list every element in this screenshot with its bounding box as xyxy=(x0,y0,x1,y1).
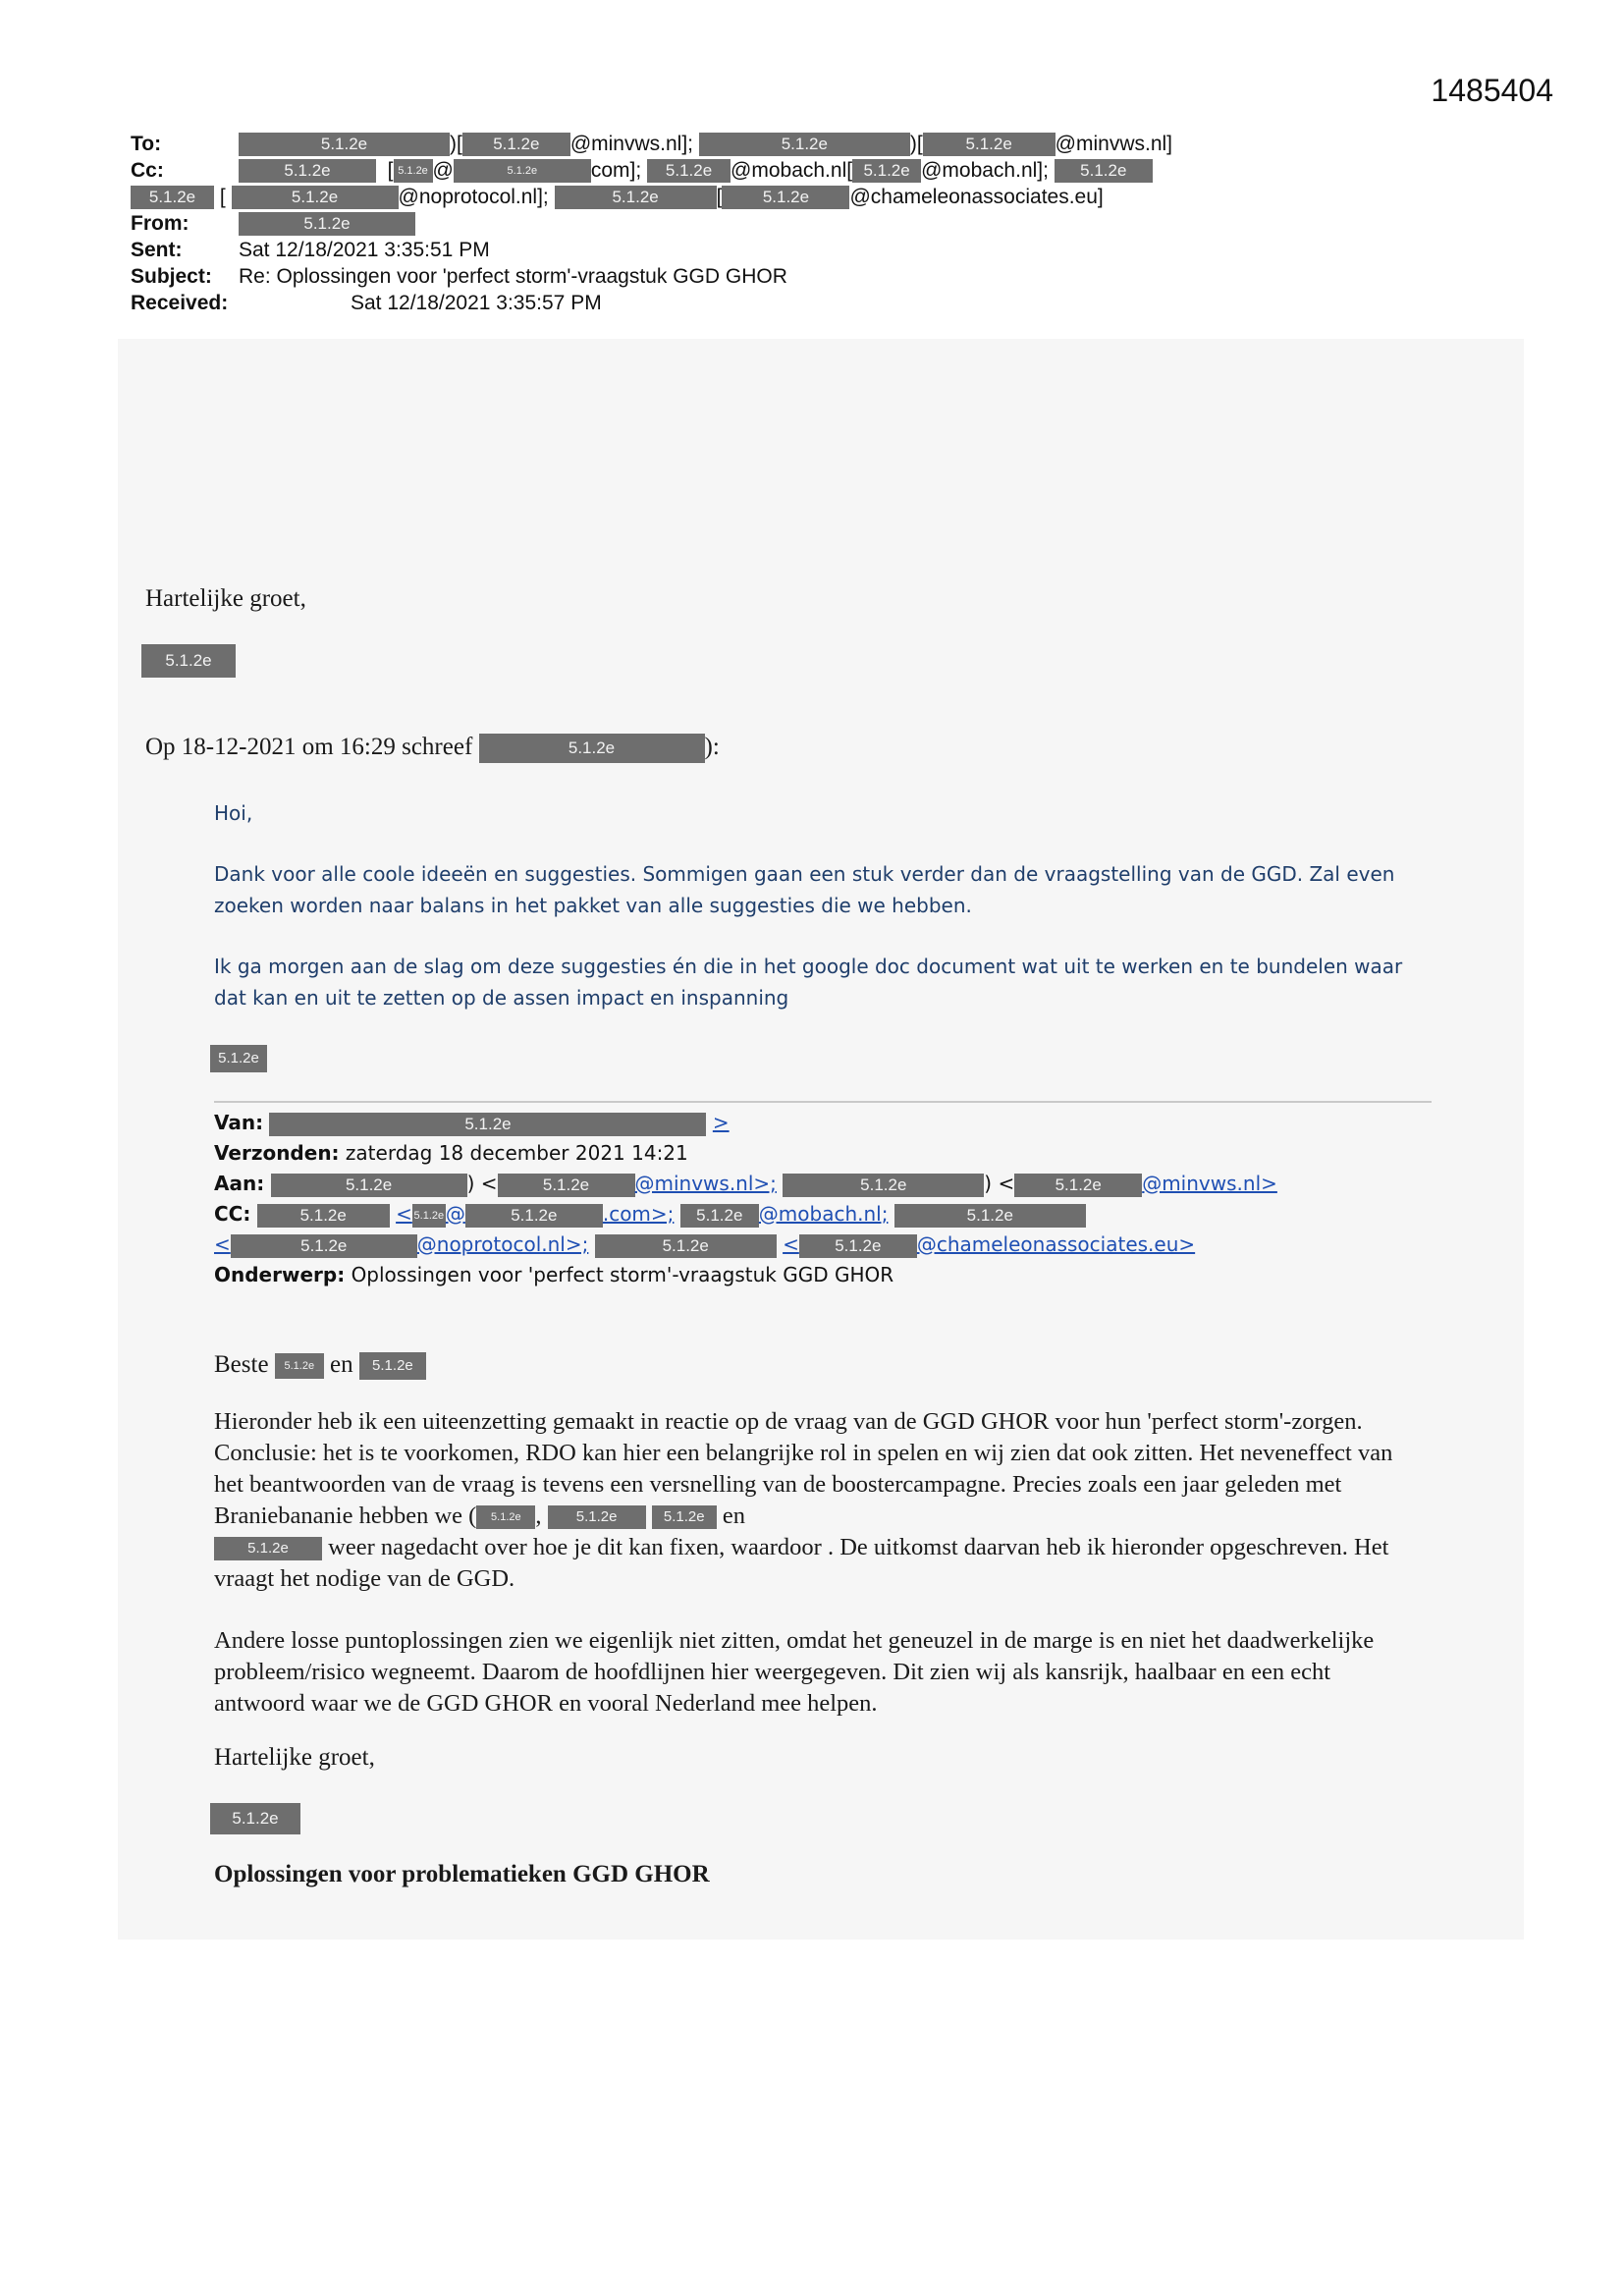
redaction-box: 5.1.2e xyxy=(479,734,705,763)
divider xyxy=(214,1101,1432,1103)
cc-text: @mobach.nl]; xyxy=(921,159,1049,182)
fwd-aan-link[interactable]: @minvws.nl>; xyxy=(634,1172,777,1195)
redaction-box: 5.1.2e xyxy=(141,644,236,678)
fwd-cc-row-2 xyxy=(214,1230,1195,1260)
redaction-box: 5.1.2e xyxy=(476,1505,535,1529)
redaction-box: 5.1.2e xyxy=(799,1234,917,1258)
redaction-box: 5.1.2e xyxy=(271,1174,467,1197)
fwd-aan-link[interactable]: @minvws.nl> xyxy=(1142,1172,1277,1195)
subject-value: Re: Oplossingen voor 'perfect storm'-vraagstuk GGD GHOR xyxy=(239,265,787,288)
quoted2-para1: Hieronder heb ik een uiteenzetting gemaakt in reactie op de vraag van de GGD GHOR voor hun 'perfect storm'-zorgen. Conclusie: het is te voorkomen, RDO kan hier een belangrijke rol in spelen en wij zien dat ook zitten. Het neveneffect van het beantwoorden van de vraag is tevens een versnelling van de boostercampagne. Precies zoals een jaar geleden met Braniebananie hebben we ( 5.1.2e , 5.1.2e 5.1.2e en 5.1.2e weer nagedacht over hoe je dit kan fixen, waardoor . De uitkomst daarvan heb ik hieronder opgeschreven. Het vraagt het nodige van de GGD. xyxy=(214,1408,1393,1592)
redaction-box: 5.1.2e xyxy=(595,1234,777,1258)
quoted2-greeting-text: en xyxy=(330,1351,353,1378)
redaction-box: 5.1.2e xyxy=(555,186,717,209)
fwd-aan-label: Aan: xyxy=(214,1172,265,1195)
fwd-van-label: Van: xyxy=(214,1111,264,1134)
fwd-onderwerp-value: Oplossingen voor 'perfect storm'-vraagstuk GGD GHOR xyxy=(351,1263,894,1286)
cc-text: @ xyxy=(432,159,454,182)
cc-value xyxy=(239,157,1153,184)
fwd-van-row xyxy=(214,1108,730,1138)
reply-closing: Hartelijke groet, xyxy=(145,585,306,612)
from-value xyxy=(239,210,415,237)
cc-text: [ xyxy=(387,159,394,182)
redaction-box: 5.1.2e xyxy=(462,133,570,156)
quote-intro-text: Op 18-12-2021 om 16:29 schreef xyxy=(145,734,473,760)
redaction-box: 5.1.2e xyxy=(498,1174,635,1197)
subject-label: Subject: xyxy=(131,265,212,288)
quoted1-para2: Ik ga morgen aan de slag om deze suggesties én die in het google doc document wat uit te werken en te bundelen waar dat kan en uit te zetten op de assen impact en inspanning xyxy=(214,955,1403,1010)
quoted2-para1-text: Hieronder heb ik een uiteenzetting gemaakt in reactie op de vraag van de GGD GHOR voor hun 'perfect storm'-zorgen. Conclusie: het is te voorkomen, RDO kan hier een belangrijke rol in spelen en wij zien dat ook zitten. Het neveneffect van het beantwoorden van de vraag is tevens een versnelling van de boostercampagne. Precies zoals een jaar geleden met Braniebananie hebben we ( xyxy=(214,1408,1393,1529)
cc-text: [ xyxy=(716,186,723,208)
fwd-van-link[interactable]: > xyxy=(712,1111,730,1134)
redaction-box: 5.1.2e xyxy=(214,1537,322,1560)
quoted1-greeting: Hoi, xyxy=(214,801,253,825)
quoted2-closing: Hartelijke groet, xyxy=(214,1744,375,1771)
signature-redaction xyxy=(141,644,236,678)
redaction-box: 5.1.2e xyxy=(454,159,591,183)
to-value: 5.1.2e )[ 5.1.2e @minvws.nl]; 5.1.2e )[ 5.1.2e @minvws.nl] xyxy=(239,131,1172,157)
redaction-box: 5.1.2e xyxy=(131,186,214,209)
quote-intro-text: ): xyxy=(704,734,720,760)
redaction-box: 5.1.2e xyxy=(412,1204,446,1228)
cc-text: com]; xyxy=(590,159,642,182)
fwd-aan-text: ) < xyxy=(984,1172,1015,1195)
fwd-cc-link[interactable]: @mobach.nl; xyxy=(758,1202,889,1226)
to-text: @minvws.nl] xyxy=(1055,133,1173,155)
to-text: )[ xyxy=(450,133,462,155)
fwd-cc-link[interactable]: @chameleonassociates.eu> xyxy=(916,1232,1196,1256)
redaction-box: 5.1.2e xyxy=(722,186,849,209)
to-text: @minvws.nl]; xyxy=(569,133,693,155)
section-title: Oplossingen voor problematieken GGD GHOR xyxy=(214,1861,710,1887)
quoted2-greeting-text: Beste xyxy=(214,1351,269,1378)
fwd-cc-link[interactable]: @noprotocol.nl>; xyxy=(416,1232,589,1256)
redaction-box: 5.1.2e xyxy=(652,1505,717,1529)
quoted2-signature-redaction xyxy=(210,1803,300,1834)
redaction-box: 5.1.2e xyxy=(257,1204,390,1228)
redaction-box: 5.1.2e xyxy=(210,1045,267,1072)
fwd-cc-link[interactable]: < xyxy=(783,1232,799,1256)
sent-value: Sat 12/18/2021 3:35:51 PM xyxy=(239,239,490,261)
redaction-box: 5.1.2e xyxy=(548,1505,646,1529)
quoted2-para1-text: en xyxy=(722,1503,745,1529)
cc-value-cont xyxy=(131,184,1104,210)
redaction-box: 5.1.2e xyxy=(647,159,731,183)
received-label: Received: xyxy=(131,292,229,314)
document-id: 1485404 xyxy=(1431,73,1553,108)
redaction-box: 5.1.2e xyxy=(239,133,450,156)
quote-intro xyxy=(145,732,720,763)
redaction-box: 5.1.2e xyxy=(232,186,399,209)
fwd-verzonden-label: Verzonden: xyxy=(214,1141,340,1165)
fwd-aan-row xyxy=(214,1169,1277,1199)
redaction-box: 5.1.2e xyxy=(894,1204,1086,1228)
cc-text: @noprotocol.nl]; xyxy=(398,186,549,208)
redaction-box: 5.1.2e xyxy=(465,1204,603,1228)
redaction-box: 5.1.2e xyxy=(231,1234,417,1258)
cc-label: Cc: xyxy=(131,159,164,182)
fwd-cc-label: CC: xyxy=(214,1202,251,1226)
redaction-box: 5.1.2e xyxy=(210,1803,300,1834)
redaction-box: 5.1.2e xyxy=(680,1204,759,1228)
fwd-cc-link[interactable]: < xyxy=(214,1232,231,1256)
quoted2-para2: Andere losse puntoplossingen zien we eigenlijk niet zitten, omdat het geneuzel in de marge is en niet het daadwerkelijke probleem/risico wegneemt. Daarom de hoofdlijnen hier weergegeven. Dit zien wij als kansrijk, haalbaar en een echt antwoord waar we de GGD GHOR en vooral Nederland mee helpen. xyxy=(214,1627,1375,1717)
fwd-verzonden-row xyxy=(214,1138,688,1169)
redaction-box: 5.1.2e xyxy=(783,1174,984,1197)
quoted1-signature-redaction xyxy=(210,1045,267,1072)
redaction-box: 5.1.2e xyxy=(852,159,921,183)
fwd-aan-text: ) < xyxy=(466,1172,498,1195)
cc-text: @chameleonassociates.eu] xyxy=(849,186,1104,208)
redaction-box: 5.1.2e xyxy=(269,1113,706,1136)
redaction-box: 5.1.2e xyxy=(699,133,910,156)
to-label: To: xyxy=(131,133,162,155)
fwd-cc-link[interactable]: .com>; xyxy=(602,1202,675,1226)
redaction-box: 5.1.2e xyxy=(239,212,415,236)
fwd-verzonden-value: zaterdag 18 december 2021 14:21 xyxy=(345,1141,688,1165)
fwd-onderwerp-label: Onderwerp: xyxy=(214,1263,346,1286)
redaction-box: 5.1.2e xyxy=(1014,1174,1142,1197)
fwd-onderwerp-row xyxy=(214,1260,893,1290)
quoted1-para1: Dank voor alle coole ideeën en suggesties. Sommigen gaan een stuk verder dan de vraagstelling van de GGD. Zal even zoeken worden naar balans in het pakket van alle suggesties die we hebben. xyxy=(214,862,1395,917)
sent-label: Sent: xyxy=(131,239,183,261)
from-label: From: xyxy=(131,212,189,235)
received-value: Sat 12/18/2021 3:35:57 PM xyxy=(351,292,602,314)
redaction-box: 5.1.2e xyxy=(359,1352,426,1380)
redaction-box: 5.1.2e xyxy=(1055,159,1153,183)
quoted2-para1-text: weer nagedacht over hoe je dit kan fixen, waardoor . De uitkomst daarvan heb ik hieronder opgeschreven. Het vraagt het nodige van de GGD. xyxy=(214,1534,1389,1592)
cc-text: @mobach.nl[ xyxy=(731,159,853,182)
fwd-cc-row xyxy=(214,1199,1086,1230)
fwd-cc-link[interactable]: @ xyxy=(445,1202,465,1226)
redaction-box: 5.1.2e xyxy=(275,1353,324,1379)
redaction-box: 5.1.2e xyxy=(239,159,376,183)
fwd-cc-link[interactable]: < xyxy=(396,1202,412,1226)
redaction-box: 5.1.2e xyxy=(394,159,433,183)
quoted2-greeting xyxy=(214,1349,426,1381)
cc-text: [ xyxy=(219,186,226,208)
redaction-box: 5.1.2e xyxy=(923,133,1056,156)
